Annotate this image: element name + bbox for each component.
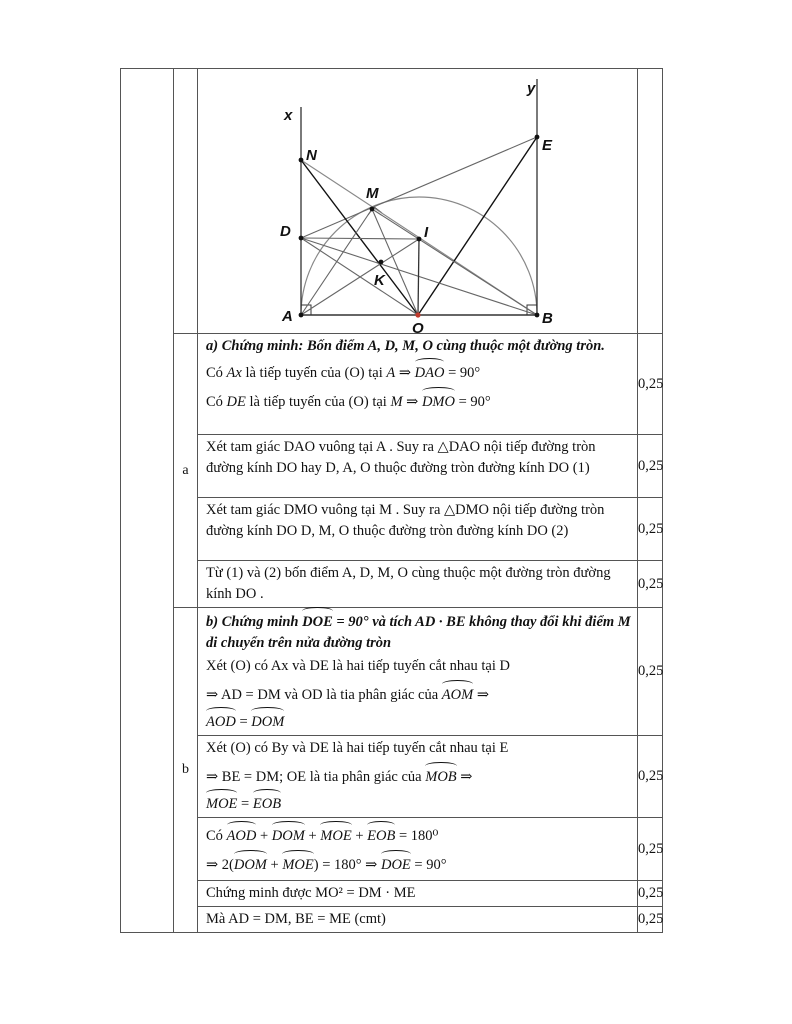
part-b-line-3: AOD = DOM <box>206 710 633 733</box>
part-a-row-2 <box>121 435 663 498</box>
point-a <box>299 313 304 318</box>
point-o <box>415 312 420 317</box>
part-b-score-2: 0,25 <box>638 736 663 818</box>
segment-no <box>301 160 418 315</box>
part-b-row-5 <box>121 907 663 933</box>
point-i <box>417 237 422 242</box>
label-b: B <box>542 310 553 327</box>
part-b-score-4: 0,25 <box>638 881 663 907</box>
label-d: D <box>280 223 291 240</box>
figure-score-cell <box>638 69 663 334</box>
part-a-score-4: 0,25 <box>638 561 663 608</box>
point-e <box>535 135 540 140</box>
figure-row <box>121 69 663 334</box>
part-b-line-2: ⇒ AD = DM và OD là tia phân giác của AOM ⇒ <box>206 683 633 706</box>
point-n <box>299 158 304 163</box>
part-a-step-4: Từ (1) và (2) bốn điểm A, D, M, O cùng thuộc một đường tròn đường kính DO . <box>198 561 638 608</box>
part-b-step-1 <box>198 608 638 736</box>
part-b-label: b <box>174 608 198 933</box>
label-n: N <box>306 147 317 164</box>
label-m: M <box>366 185 379 202</box>
segment-di <box>301 238 419 239</box>
part-a-row-3 <box>121 498 663 561</box>
part-b-3-line-1: Có AOD + DOM + MOE + EOB = 180⁰ <box>206 824 633 847</box>
part-b-step-2 <box>198 736 638 818</box>
part-a-line-2: Có DE là tiếp tuyến của (O) tại M ⇒ DMO = 90° <box>206 390 633 413</box>
point-b <box>535 313 540 318</box>
part-b-3-line-2: ⇒ 2(DOM + MOE) = 180° ⇒ DOE = 90° <box>206 853 633 876</box>
part-b-score-1: 0,25 <box>638 608 663 736</box>
part-b-2-line-1: Xét (O) có By và DE là hai tiếp tuyến cắt nhau tại E <box>206 740 509 756</box>
part-a-score-2: 0,25 <box>638 435 663 498</box>
segment-io <box>418 239 419 315</box>
label-i: I <box>424 224 429 241</box>
part-a-line-1: Có Ax là tiếp tuyến của (O) tại A ⇒ DAO = 90° <box>206 361 633 384</box>
part-b-step-4: Chứng minh được MO² = DM · ME <box>198 881 638 907</box>
label-y: y <box>527 80 536 97</box>
point-m <box>370 207 375 212</box>
figure-cell <box>198 69 638 334</box>
blank-column-cell <box>121 69 174 933</box>
part-b-2-line-2: ⇒ BE = DM; OE là tia phân giác của MOB ⇒ <box>206 765 633 788</box>
segment-oe <box>418 137 537 315</box>
part-b-score-3: 0,25 <box>638 818 663 881</box>
label-x: x <box>284 107 293 124</box>
part-b-row-3 <box>121 818 663 881</box>
part-a-heading: a) Chứng minh: Bốn điểm A, D, M, O cùng thuộc một đường tròn. <box>206 338 605 354</box>
part-b-step-5: Mà AD = DM, BE = ME (cmt) <box>198 907 638 933</box>
part-a-row-1 <box>121 334 663 435</box>
label-k: K <box>374 272 385 289</box>
part-b-step-3 <box>198 818 638 881</box>
part-b-row-1 <box>121 608 663 736</box>
label-a: A <box>282 308 293 325</box>
part-b-score-5: 0,25 <box>638 907 663 933</box>
part-a-label: a <box>174 334 198 608</box>
part-b-2-line-3: MOE = EOB <box>206 792 633 815</box>
part-b-line-1: Xét (O) có Ax và DE là hai tiếp tuyến cắt nhau tại D <box>206 658 510 674</box>
part-b-row-4 <box>121 881 663 907</box>
point-d <box>299 236 304 241</box>
part-a-step-1 <box>198 334 638 435</box>
solution-table <box>120 68 663 933</box>
part-a-score-1: 0,25 <box>638 334 663 435</box>
part-b-row-2 <box>121 736 663 818</box>
segment-mb <box>372 209 537 315</box>
part-a-row-4 <box>121 561 663 608</box>
part-a-score-3: 0,25 <box>638 498 663 561</box>
label-e: E <box>542 137 553 154</box>
point-k <box>379 260 384 265</box>
part-a-step-2: Xét tam giác DAO vuông tại A . Suy ra △DAO nội tiếp đường tròn đường kính DO hay D, A, O thuộc đường tròn đường kính DO (1) <box>198 435 638 498</box>
geometry-figure <box>198 69 638 333</box>
part-a-step-3: Xét tam giác DMO vuông tại M . Suy ra △DMO nội tiếp đường tròn đường kính DO D, M, O thuộc đường tròn đường kính DO (2) <box>198 498 638 561</box>
label-o: O <box>412 320 424 333</box>
figure-part-cell <box>174 69 198 334</box>
part-b-heading: b) Chứng minh DOE = 90° và tích AD · BE không thay đổi khi điểm M di chuyển trên nửa đường tròn <box>206 610 633 654</box>
tangent-de <box>301 137 537 238</box>
